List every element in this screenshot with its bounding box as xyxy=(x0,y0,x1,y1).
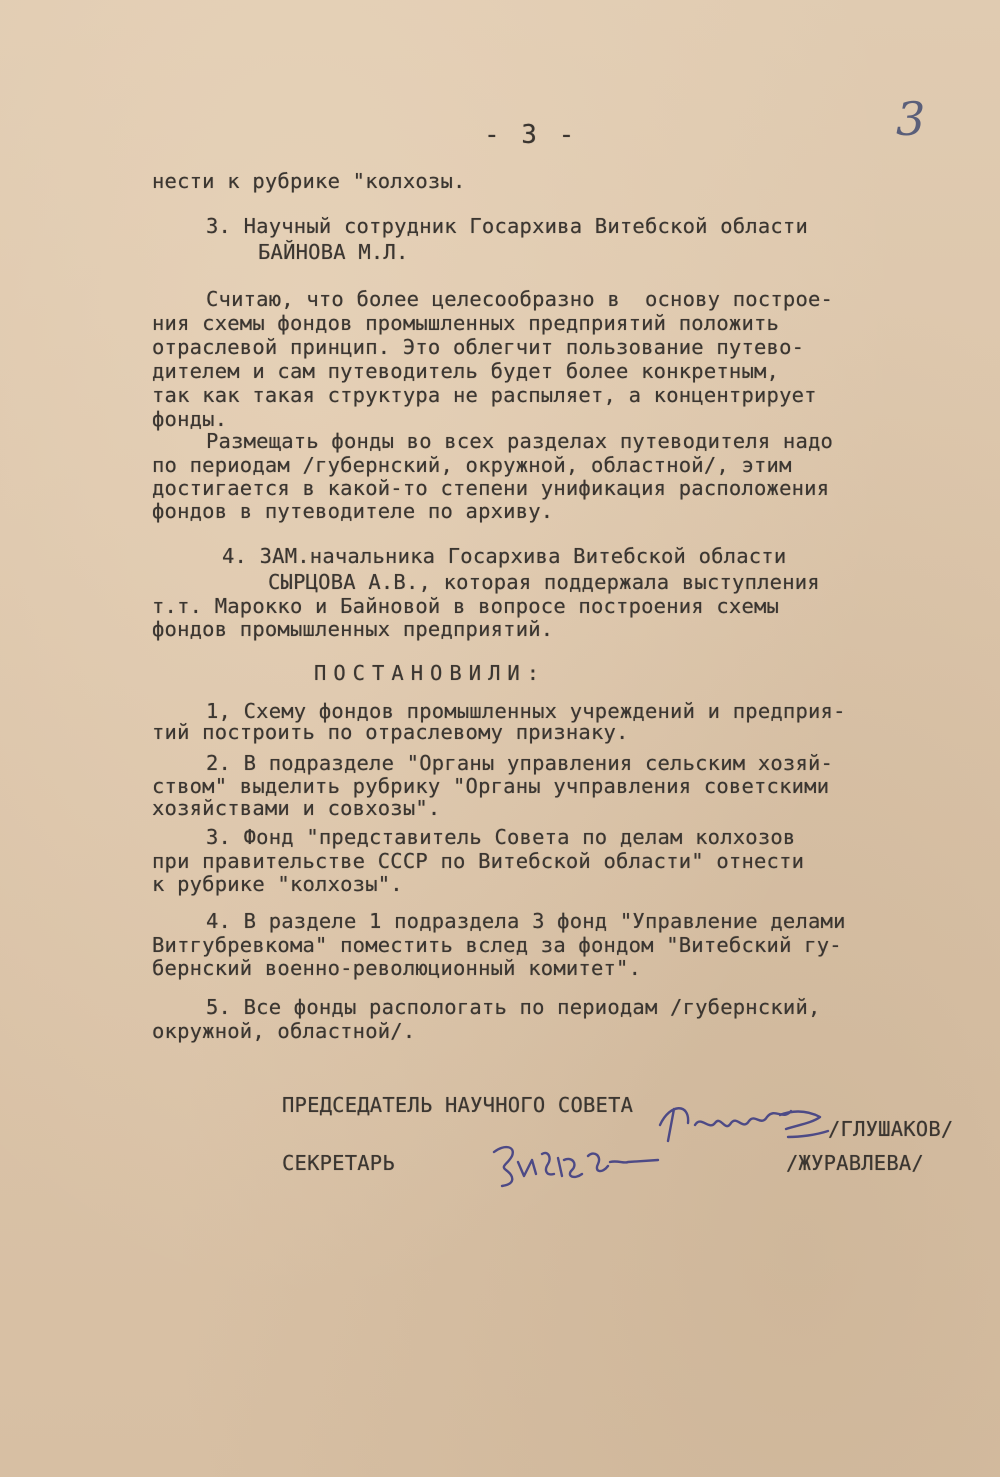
handwritten-page-number: 3 xyxy=(896,92,926,146)
text-line: к рубрике "колхозы". xyxy=(152,872,403,896)
text-line: по периодам /губернский, окружной, областной/, этим xyxy=(152,453,792,477)
text-line: 3. Фонд "представитель Совета по делам колхозов xyxy=(206,825,796,849)
text-line: фондов промышленных предприятий. xyxy=(152,617,554,641)
text-line: Размещать фонды во всех разделах путеводителя надо xyxy=(206,429,834,453)
page-header: - 3 - xyxy=(484,120,578,150)
text-line: Считаю, что более целесообразно в основу построе- xyxy=(206,287,834,311)
text-line: 4. В разделе 1 подраздела 3 фонд "Управление делами xyxy=(206,909,846,933)
text-line: БАЙНОВА М.Л. xyxy=(258,240,409,264)
text-line: так как такая структура не распыляет, а концентрирует xyxy=(152,383,817,407)
secretary-name: /ЖУРАВЛЕВА/ xyxy=(786,1151,924,1175)
text-line: т.т. Марокко и Байновой в вопросе построения схемы xyxy=(152,594,780,618)
chairman-title: ПРЕДСЕДАТЕЛЬ НАУЧНОГО СОВЕТА xyxy=(282,1093,634,1117)
text-line: при правительстве СССР по Витебской области" отнести xyxy=(152,849,805,873)
text-line: фонды. xyxy=(152,407,228,431)
text-line: хозяйствами и совхозы". xyxy=(152,796,441,820)
secretary-title: СЕКРЕТАРЬ xyxy=(282,1151,395,1175)
text-line: дителем и сам путеводитель будет более конкретным, xyxy=(152,359,780,383)
text-line: 4. ЗАМ.начальника Госархива Витебской области xyxy=(222,544,787,568)
text-line: 5. Все фонды распологать по периодам /губернский, xyxy=(206,995,821,1019)
text-line: окружной, областной/. xyxy=(152,1019,416,1043)
secretary-signature xyxy=(488,1132,678,1192)
chairman-signature xyxy=(650,1095,840,1155)
text-line: фондов в путеводителе по архиву. xyxy=(152,499,554,523)
text-line: отраслевой принцип. Это облегчит пользование путево- xyxy=(152,335,805,359)
text-line: ния схемы фондов промышленных предприятий положить xyxy=(152,311,780,335)
text-line: достигается в какой-то степени унификация расположения xyxy=(152,476,830,500)
resolution-heading: ПОСТАНОВИЛИ: xyxy=(314,661,547,685)
chairman-name: /ГЛУШАКОВ/ xyxy=(828,1117,954,1141)
text-line: 2. В подразделе "Органы управления сельским хозяй- xyxy=(206,751,834,775)
text-line: ством" выделить рубрику "Органы учправления советскими xyxy=(152,774,830,798)
text-line: СЫРЦОВА А.В., которая поддержала выступления xyxy=(268,570,820,594)
text-line: Витгубревкома" поместить вслед за фондом "Витебский гу- xyxy=(152,933,842,957)
text-line: 3. Научный сотрудник Госархива Витебской области xyxy=(206,214,809,238)
text-line: нести к рубрике "колхозы. xyxy=(152,169,466,193)
text-line: тий построить по отраслевому признаку. xyxy=(152,720,629,744)
text-line: 1, Схему фондов промышленных учреждений и предприя- xyxy=(206,699,846,723)
text-line: бернский военно-революционный комитет". xyxy=(152,956,642,980)
